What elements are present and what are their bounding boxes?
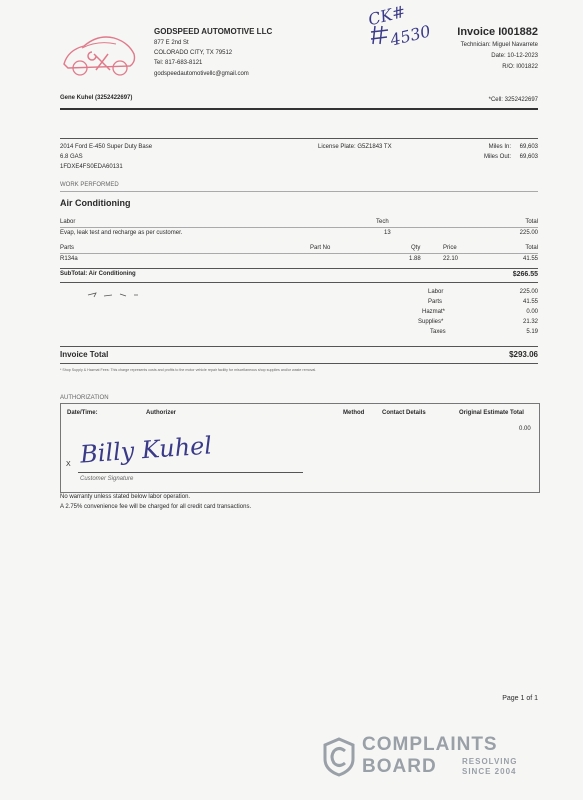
technician: Technician: Miguel Navarrete xyxy=(460,42,538,48)
ro-number: R/O: I001822 xyxy=(502,64,538,70)
parts-total-header: Total xyxy=(525,245,538,251)
company-name: GODSPEED AUTOMOTIVE LLC xyxy=(154,27,273,36)
divider xyxy=(60,108,538,110)
part-qty: 1.88 xyxy=(409,256,421,262)
pen-scribble xyxy=(86,287,146,306)
part-price: 22.10 xyxy=(443,256,459,262)
miles-out-label: Miles Out: xyxy=(483,154,511,160)
work-section-label: WORK PERFORMED xyxy=(60,182,119,188)
vehicle-engine: 6.8 GAS xyxy=(60,154,83,160)
divider xyxy=(60,253,538,254)
summary-label: Taxes xyxy=(430,329,446,335)
labor-tech: 13 xyxy=(384,230,391,236)
customer-cell: *Cell: 3252422697 xyxy=(488,97,538,103)
part-name: R134a xyxy=(60,256,78,262)
signature-line xyxy=(78,472,303,473)
page-number: Page 1 of 1 xyxy=(502,695,538,702)
summary-value: 21.32 xyxy=(522,319,538,325)
watermark-line2: BOARD xyxy=(362,756,437,777)
divider xyxy=(60,191,538,192)
subtotal-value: $266.55 xyxy=(512,271,538,278)
watermark-tagline1: RESOLVING xyxy=(462,757,518,766)
summary-label: Parts xyxy=(428,299,443,305)
complaints-board-logo-icon xyxy=(322,737,356,782)
partno-header: Part No xyxy=(310,245,331,251)
auth-contact-header: Contact Details xyxy=(382,410,426,416)
summary-label: Hazmat* xyxy=(422,309,446,315)
divider xyxy=(60,138,538,139)
divider xyxy=(60,268,538,269)
miles-in-value: 69,603 xyxy=(519,144,538,150)
invoice-total-value: $293.06 xyxy=(509,350,538,359)
auth-estimate-header: Original Estimate Total xyxy=(459,410,524,416)
subtotal-label: SubTotal: Air Conditioning xyxy=(60,271,136,277)
summary-table xyxy=(418,289,538,339)
summary-row xyxy=(418,299,538,309)
auth-authorizer-header: Authorizer xyxy=(146,410,176,416)
summary-value: 0.00 xyxy=(526,309,538,315)
miles-in-label: Miles In: xyxy=(488,144,511,150)
divider xyxy=(60,346,538,347)
labor-total-header: Total xyxy=(525,219,538,225)
company-address1: 877 E 2nd St xyxy=(154,40,189,46)
signature-label: Customer Signature xyxy=(80,476,134,482)
card-fee-disclaimer: A 2.75% convenience fee will be charged for all credit card transactions. xyxy=(60,504,252,510)
invoice-title: Invoice I001882 xyxy=(457,26,538,38)
miles-out-value: 69,603 xyxy=(519,154,538,160)
summary-label: Supplies* xyxy=(418,319,444,325)
invoice-total-label: Invoice Total xyxy=(60,350,109,359)
handwritten-check-label: CK# xyxy=(366,1,408,30)
warranty-disclaimer: No warranty unless stated below labor operation. xyxy=(60,494,191,500)
handwritten-check-number: 4530 xyxy=(388,21,433,50)
summary-row xyxy=(418,329,538,339)
customer-signature: Billy Kuhel xyxy=(79,431,213,469)
authorization-label: AUTHORIZATION xyxy=(60,395,109,401)
company-email: godspeedautomotivellc@gmail.com xyxy=(154,71,249,77)
handwritten-hash-mark xyxy=(370,24,390,51)
invoice-date: Date: 10-12-2023 xyxy=(491,53,538,59)
divider xyxy=(60,282,538,283)
customer-name: Gene Kuhel (3252422697) xyxy=(60,95,133,101)
summary-row xyxy=(418,309,538,319)
auth-method-header: Method xyxy=(343,410,365,416)
shop-fee-footnote: * Shop Supply & Hazmat Fees: This charge represents costs and profits to the motor vehicle repair facility for miscellaneous shop supplies and/or waste removal. xyxy=(60,368,317,372)
qty-header: Qty xyxy=(411,245,421,251)
tech-header: Tech xyxy=(376,219,389,225)
labor-total: 225.00 xyxy=(519,230,538,236)
summary-label: Labor xyxy=(428,289,444,295)
vehicle-model: 2014 Ford E-450 Super Duty Base xyxy=(60,144,153,150)
summary-value: 225.00 xyxy=(519,289,538,295)
license-plate: License Plate: G5Z1843 TX xyxy=(318,144,392,150)
company-address2: COLORADO CITY, TX 79512 xyxy=(154,50,233,56)
summary-row xyxy=(418,289,538,299)
price-header: Price xyxy=(443,245,457,251)
labor-header: Labor xyxy=(60,219,76,225)
car-logo-icon xyxy=(58,24,140,89)
watermark-line1: COMPLAINTS xyxy=(362,734,498,755)
divider xyxy=(60,363,538,364)
signature-x-mark: X xyxy=(66,461,71,468)
parts-header: Parts xyxy=(60,245,75,251)
auth-date-header: Date/Time: xyxy=(67,410,98,416)
vehicle-vin: 1FDXE4FS0EDA60131 xyxy=(60,164,123,170)
auth-estimate-value: 0.00 xyxy=(519,426,531,432)
summary-row xyxy=(418,319,538,329)
company-tel: Tel: 817-683-8121 xyxy=(154,60,203,66)
summary-value: 41.55 xyxy=(522,299,538,305)
part-total: 41.55 xyxy=(522,256,538,262)
summary-value: 5.19 xyxy=(526,329,538,335)
job-title: Air Conditioning xyxy=(60,198,131,208)
divider xyxy=(60,227,538,228)
watermark-tagline2: SINCE 2004 xyxy=(462,767,517,776)
labor-description: Evap, leak test and recharge as per customer. xyxy=(60,230,183,236)
